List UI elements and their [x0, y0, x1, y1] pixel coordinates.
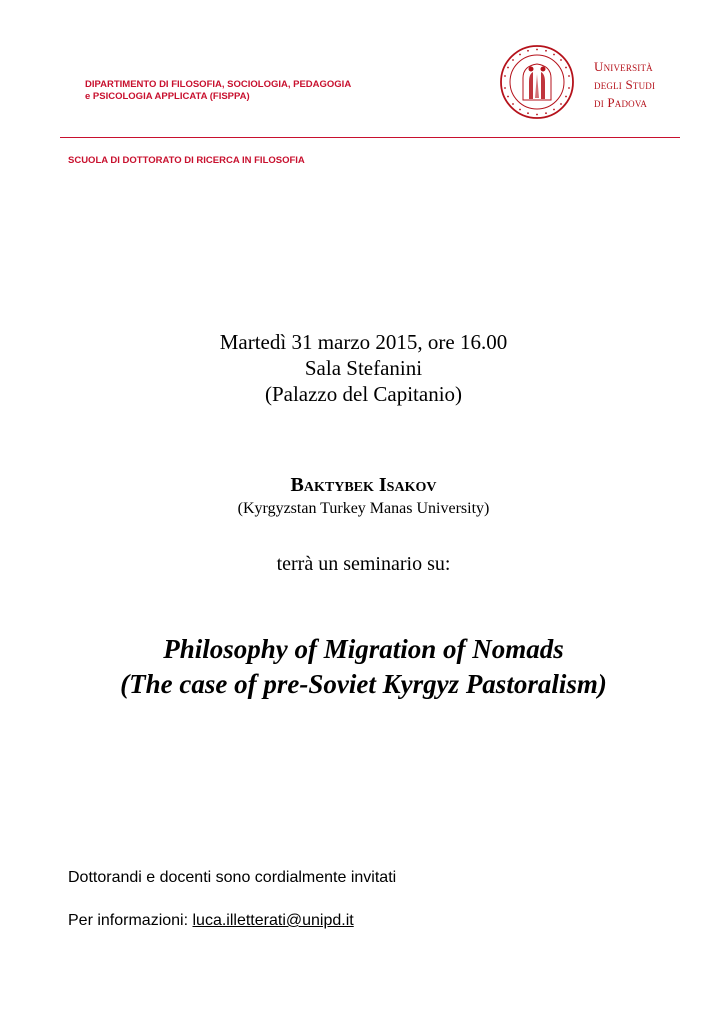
contact-info: [68, 912, 354, 930]
speaker-affiliation: (Kyrgyzstan Turkey Manas University): [237, 500, 490, 517]
university-seal-icon: [499, 44, 575, 120]
university-line-3: di Padova: [594, 95, 648, 110]
seminar-lead-in: terrà un seminario su:: [276, 553, 451, 575]
school-name: SCUOLA DI DOTTORATO DI RICERCA IN FILOSOFIA: [68, 155, 305, 166]
university-line-1: Università: [594, 59, 653, 74]
department-line-1: DIPARTIMENTO DI FILOSOFIA, SOCIOLOGIA, PEDAGOGIA: [85, 79, 352, 90]
event-datetime: Martedì 31 marzo 2015, ore 16.00: [219, 330, 508, 354]
department-line-2: e PSICOLOGIA APPLICATA (FISPPA): [85, 91, 250, 102]
header-divider: [60, 137, 680, 138]
contact-email-link[interactable]: luca.illetterati@unipd.it: [192, 912, 354, 929]
university-line-2: degli Studi: [594, 77, 656, 92]
contact-label: Per informazioni:: [68, 912, 189, 929]
invitation-text: Dottorandi e docenti sono cordialmente invitati: [68, 869, 397, 886]
university-name: [594, 58, 655, 112]
speaker-name: Baktybek Isakov: [290, 474, 437, 496]
department-name: [85, 79, 351, 103]
seminar-title-line-1: Philosophy of Migration of Nomads: [163, 634, 564, 664]
event-building: (Palazzo del Capitanio): [264, 382, 463, 406]
event-room: Sala Stefanini: [304, 356, 423, 380]
event-details: [0, 329, 727, 407]
seminar-title-line-2: (The case of pre-Soviet Kyrgyz Pastoralism): [120, 669, 607, 699]
seminar-title: [0, 632, 727, 702]
